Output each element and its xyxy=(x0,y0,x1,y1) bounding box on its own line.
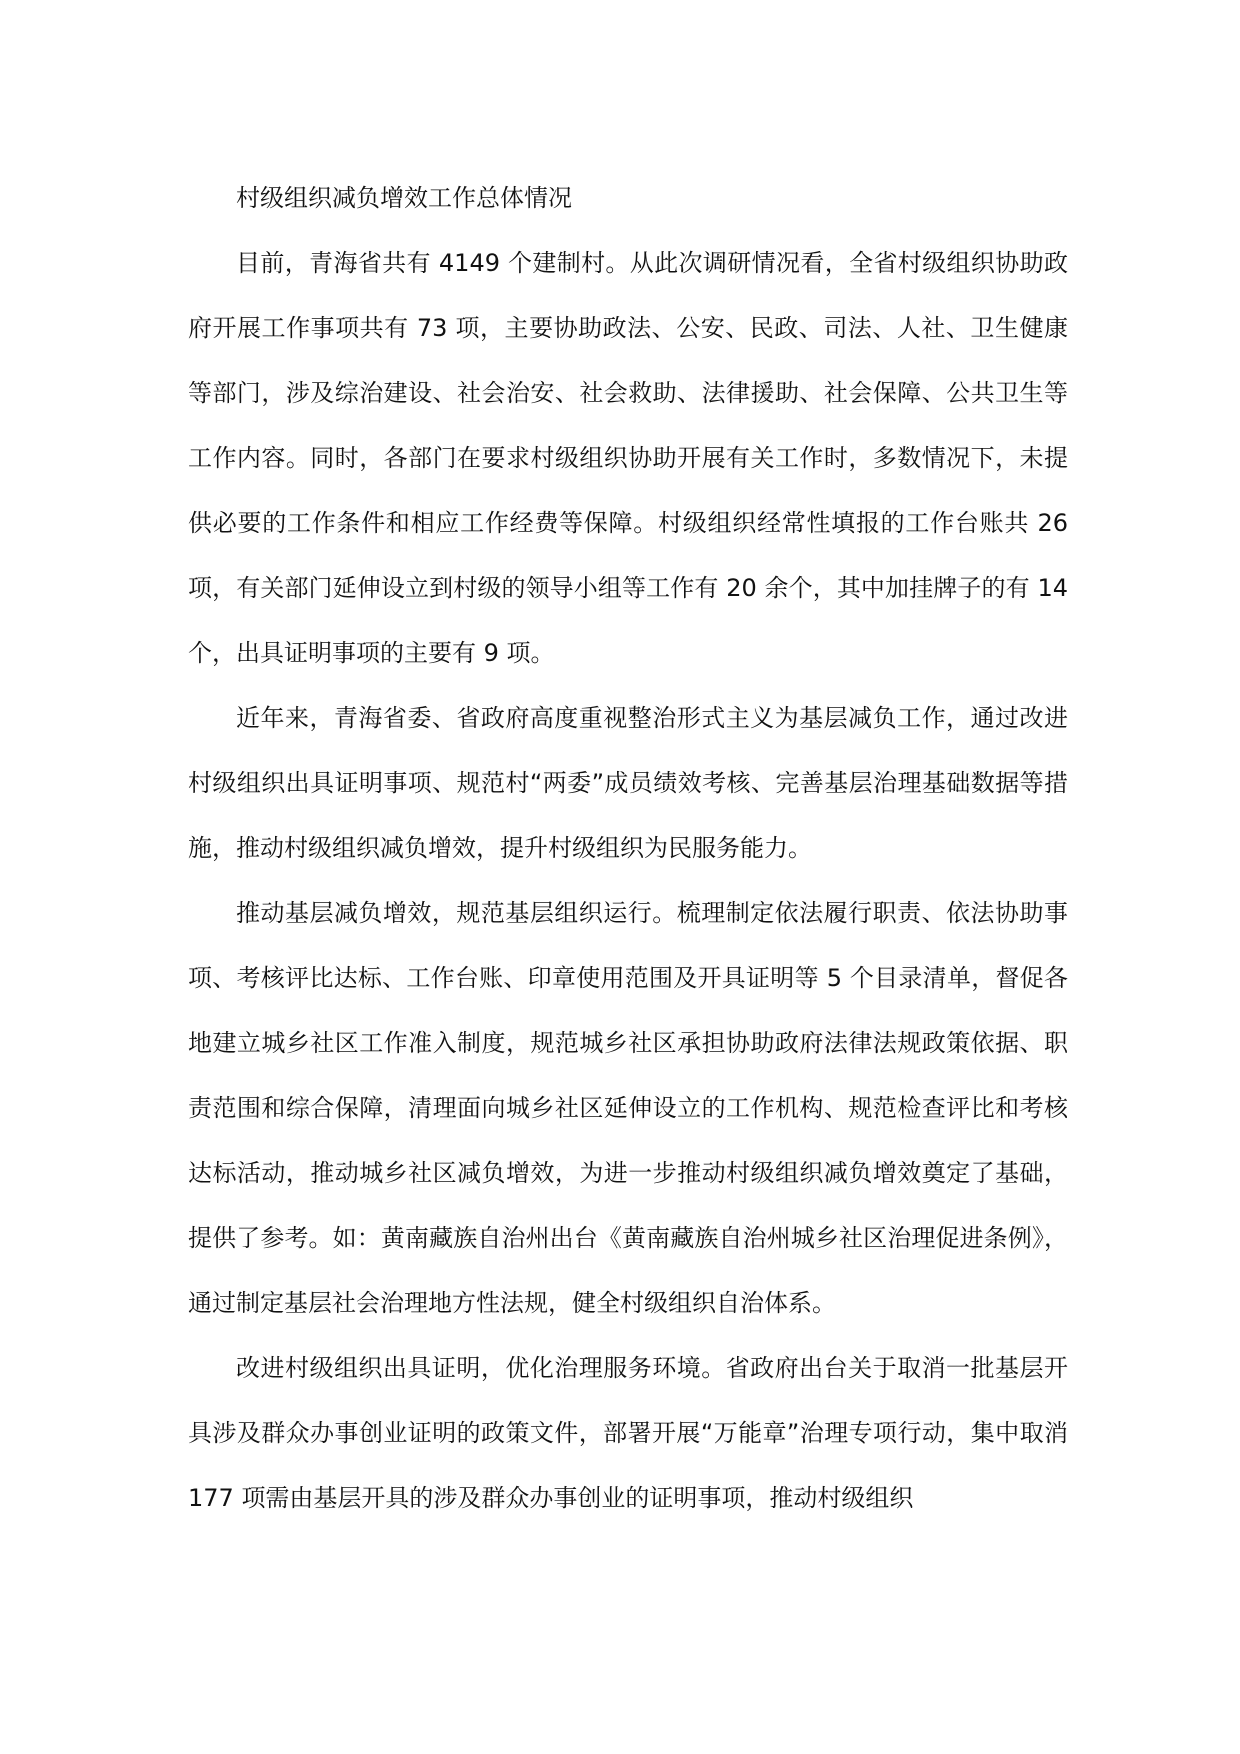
paragraph-reduce-burden: 推动基层减负增效，规范基层组织运行。梳理制定依法履行职责、依法协助事项、考核评比达标、工作台账、印章使用范围及开具证明等 5 个目录清单，督促各地建立城乡社区工作准入制度，规范城乡社区承担协助政府法律法规政策依据、职责范围和综合保障，清理面向城乡社区延伸设立的工作机构、规范检查评比和考核达标活动，推动城乡社区减负增效，为进一步推动村级组织减负增效奠定了基础，提供了参考。如：黄南藏族自治州出台《黄南藏族自治州城乡社区治理促进条例》，通过制定基层社会治理地方性法规，健全村级组织自治体系。 xyxy=(188,899,1068,1317)
document-title: 村级组织减负增效工作总体情况 xyxy=(236,184,572,212)
paragraph-overview: 目前，青海省共有 4149 个建制村。从此次调研情况看，全省村级组织协助政府开展工作事项共有 73 项，主要协助政法、公安、民政、司法、人社、卫生健康等部门，涉及综治建设、社会治安、社会救助、法律援助、社会保障、公共卫生等工作内容。同时，各部门在要求村级组织协助开展有关工作时，多数情况下，未提供必要的工作条件和相应工作经费等保障。村级组织经常性填报的工作台账共 26 项，有关部门延伸设立到村级的领导小组等工作有 20 余个，其中加挂牌子的有 14 个，出具证明事项的主要有 9 项。 xyxy=(188,249,1068,667)
document-body xyxy=(188,166,1068,1531)
paragraph-recent-years: 近年来，青海省委、省政府高度重视整治形式主义为基层减负工作，通过改进村级组织出具证明事项、规范村“两委”成员绩效考核、完善基层治理基础数据等措施，推动村级组织减负增效，提升村级组织为民服务能力。 xyxy=(188,704,1068,862)
paragraph-certificates: 改进村级组织出具证明，优化治理服务环境。省政府出台关于取消一批基层开具涉及群众办事创业证明的政策文件，部署开展“万能章”治理专项行动，集中取消 177 项需由基层开具的涉及群众办事创业的证明事项，推动村级组织 xyxy=(188,1354,1068,1512)
